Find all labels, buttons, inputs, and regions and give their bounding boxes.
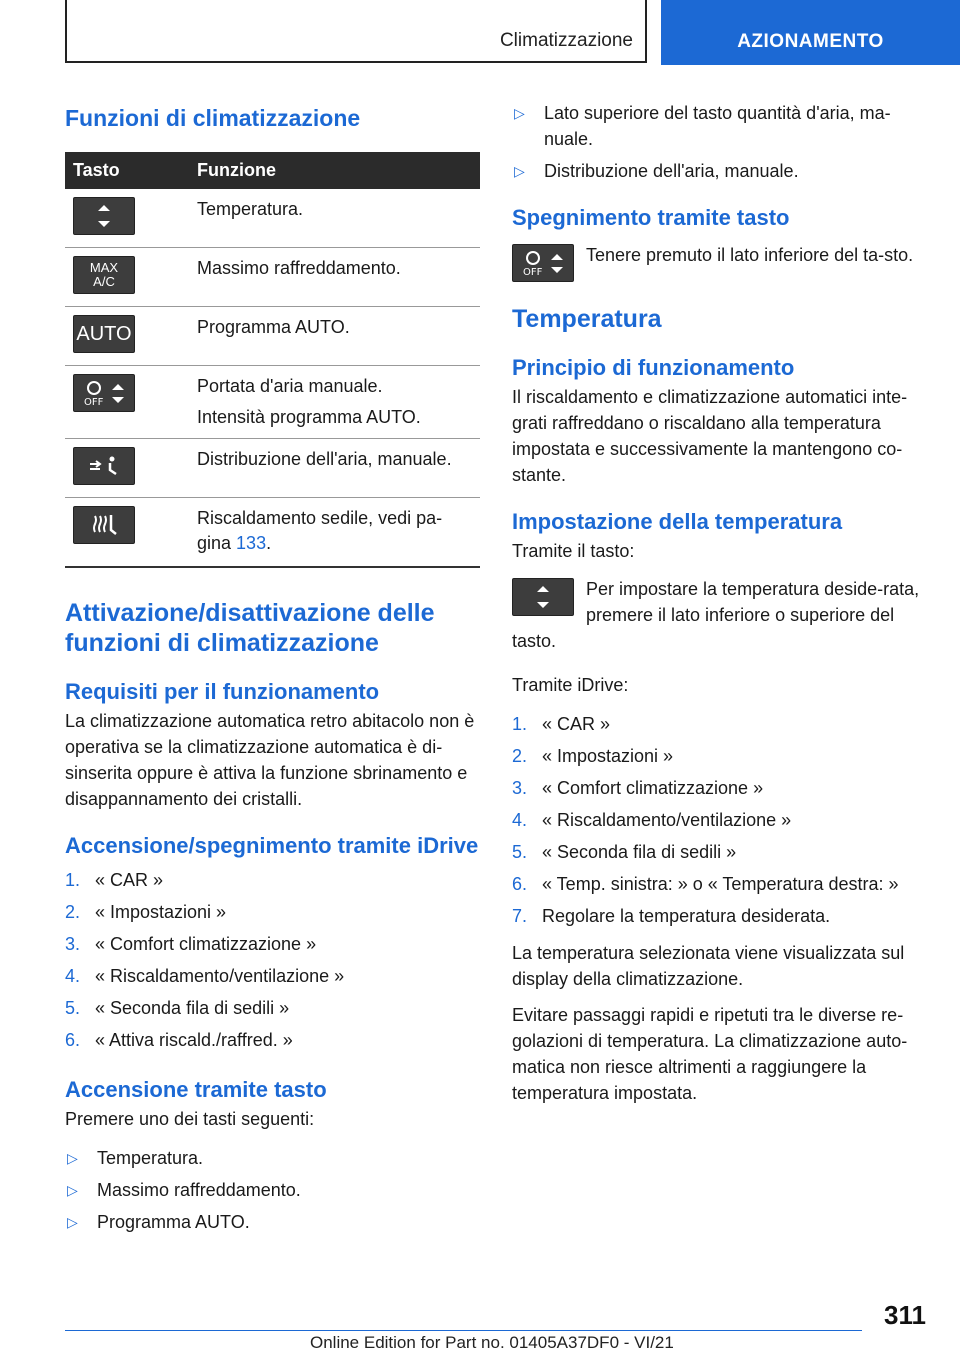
table-row	[65, 498, 480, 568]
table-cell-text: Programma AUTO.	[189, 307, 480, 366]
heading-temperature-setting: Impostazione della temperatura	[512, 509, 843, 534]
list-item: ▷ Massimo raffreddamento.	[67, 1180, 301, 1200]
paragraph-warning: Evitare passaggi rapidi e ripetuti tra le diverse re-golazioni di temperatura. La climatizzazione auto-matica non riesce altrimenti a raggiungere la temperatura impostata.	[512, 1005, 908, 1103]
heading-principle: Principio di funzionamento	[512, 355, 795, 380]
table-cell-text: Massimo raffreddamento.	[189, 248, 480, 307]
max-ac-icon[interactable]	[73, 256, 135, 294]
table-cell-text-2: Intensità programma AUTO.	[197, 407, 421, 427]
right-bullet-list	[512, 100, 927, 184]
paragraph-switch-off: Tenere premuto il lato inferiore del ta-sto.	[586, 245, 914, 265]
svg-text:OFF: OFF	[84, 397, 104, 408]
header-chapter-tab[interactable]: AZIONAMENTO	[661, 0, 960, 65]
paragraph-display: La temperatura selezionata viene visualizzata sul display della climatizzazione.	[512, 943, 905, 989]
section-heading-functions: Funzioni di climatizzazione	[65, 105, 361, 131]
table-cell-suffix: .	[266, 533, 272, 553]
list-item: 1. « CAR »	[512, 714, 611, 734]
table-header-function: Funzione	[189, 152, 480, 189]
max-ac-label: MAX A/C	[89, 260, 119, 289]
header-frame	[65, 0, 647, 63]
list-item: 3. « Comfort climatizzazione »	[512, 778, 764, 798]
list-item: ▷ Programma AUTO.	[67, 1212, 250, 1232]
heading-activation: Attivazione/disattivazione delle funzioni di climatizzazione	[65, 599, 435, 657]
page-link[interactable]: 133	[236, 533, 267, 553]
list-item: 5. « Seconda fila di sedili »	[512, 842, 737, 862]
list-item: 1. « CAR »	[65, 870, 164, 890]
auto-icon[interactable]	[73, 315, 135, 353]
list-item: 3. « Comfort climatizzazione »	[65, 934, 317, 954]
paragraph-via-button: Tramite il tasto:	[512, 541, 635, 561]
list-item: 6. « Attiva riscald./raffred. »	[65, 1030, 293, 1050]
left-column	[65, 100, 480, 1246]
table-row	[65, 439, 480, 498]
temperature-arrows-icon[interactable]	[73, 197, 135, 235]
header-section-title: Climatizzazione	[499, 30, 633, 51]
table-cell-text: Distribuzione dell'aria, manuale.	[189, 439, 480, 498]
heading-button-activation: Accensione tramite tasto	[65, 1077, 327, 1102]
auto-label: AUTO	[76, 323, 132, 345]
list-item: 6. « Temp. sinistra: » o « Temperatura destra: »	[512, 874, 899, 894]
fan-off-icon[interactable]	[73, 374, 135, 412]
list-item: ▷ Distribuzione dell'aria, manuale.	[514, 161, 799, 181]
heading-requirements: Requisiti per il funzionamento	[65, 679, 380, 704]
list-item: 5. « Seconda fila di sedili »	[65, 998, 290, 1018]
table-header-key: Tasto	[65, 152, 189, 189]
list-item: 7. Regolare la temperatura desiderata.	[512, 906, 831, 926]
paragraph-principle: Il riscaldamento e climatizzazione automatici inte-grati raffreddano o riscaldano alla temperatura impostata e successivamente la mantengono co-stante.	[512, 387, 908, 485]
table-header-row	[65, 152, 480, 189]
svg-text:OFF: OFF	[523, 267, 543, 278]
table-cell-text: Portata d'aria manuale.	[197, 376, 383, 396]
right-column	[512, 100, 927, 1116]
heading-switch-off: Spegnimento tramite tasto	[512, 205, 790, 230]
footer-edition: Online Edition for Part no. 01405A37DF0 - VI/21	[310, 1333, 674, 1352]
function-table	[65, 152, 480, 568]
button-bullet-list	[65, 1142, 480, 1238]
paragraph-via-idrive: Tramite iDrive:	[512, 675, 629, 695]
list-item: ▷ Lato superiore del tasto quantità d'aria, ma-nuale.	[514, 103, 891, 149]
list-item: 2. « Impostazioni »	[65, 902, 227, 922]
list-item: 4. « Riscaldamento/ventilazione »	[512, 810, 792, 830]
heading-idrive-toggle: Accensione/spegnimento tramite iDrive	[65, 833, 479, 858]
switch-off-block	[512, 242, 927, 282]
heading-temperature: Temperatura	[512, 305, 662, 333]
table-row	[65, 307, 480, 366]
temperature-arrows-icon[interactable]	[512, 578, 574, 616]
temperature-button-block	[512, 574, 927, 664]
table-row	[65, 248, 480, 307]
list-item: 2. « Impostazioni »	[512, 746, 674, 766]
idrive-steps-list	[65, 864, 480, 1056]
temperature-steps-list	[512, 708, 927, 932]
paragraph-press-buttons: Premere uno dei tasti seguenti:	[65, 1109, 315, 1129]
list-item: ▷ Temperatura.	[67, 1148, 204, 1168]
paragraph-set-temperature: Per impostare la temperatura deside-rata, premere il lato inferiore o superiore del tasto.	[512, 579, 920, 651]
table-row	[65, 189, 480, 248]
table-cell-text: Riscaldamento sedile, vedi pa-gina	[197, 508, 443, 553]
seat-heating-icon[interactable]	[73, 506, 135, 544]
footer-divider	[65, 1330, 862, 1331]
fan-off-icon[interactable]	[512, 244, 574, 282]
table-row	[65, 366, 480, 439]
list-item: 4. « Riscaldamento/ventilazione »	[65, 966, 345, 986]
air-distribution-icon[interactable]	[73, 447, 135, 485]
page-number: 311	[884, 1300, 926, 1330]
paragraph-requirements: La climatizzazione automatica retro abitacolo non è operativa se la climatizzazione automatica è di-sinserita oppure è attiva la funzione sbrinamento e disappannamento dei cristalli.	[65, 711, 475, 809]
table-cell-text: Temperatura.	[189, 189, 480, 248]
